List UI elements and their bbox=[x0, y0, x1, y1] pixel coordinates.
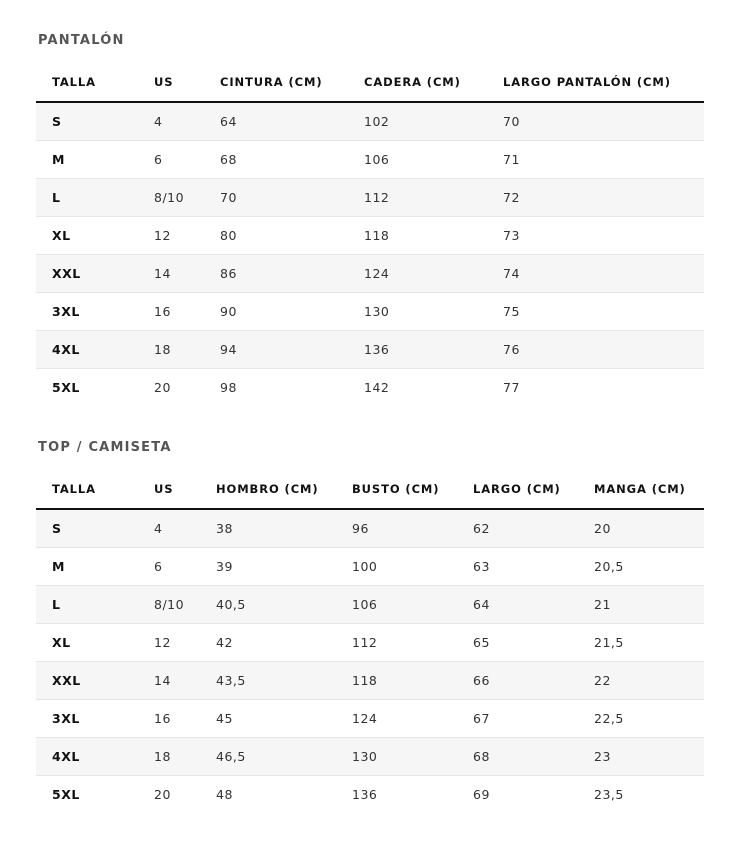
column-header: HOMBRO (CM) bbox=[200, 469, 336, 509]
table-row bbox=[36, 738, 704, 776]
table-cell: 80 bbox=[204, 217, 348, 255]
table-cell: 45 bbox=[200, 700, 336, 738]
top-title: TOP / CAMISETA bbox=[38, 440, 172, 455]
top-section bbox=[36, 406, 704, 813]
table-cell: 70 bbox=[487, 102, 704, 141]
size-cell: 4XL bbox=[36, 738, 138, 776]
table-cell: 16 bbox=[138, 293, 204, 331]
table-cell: 20 bbox=[154, 787, 171, 802]
table-cell: 20 bbox=[578, 509, 704, 548]
table-cell: 124 bbox=[336, 700, 457, 738]
table-row bbox=[36, 509, 704, 548]
table-cell: 38 bbox=[200, 509, 336, 548]
column-header: BUSTO (CM) bbox=[336, 469, 457, 509]
table-cell: 71 bbox=[487, 141, 704, 179]
table-cell: 75 bbox=[487, 293, 704, 331]
table-row bbox=[36, 141, 704, 179]
size-cell: S bbox=[36, 509, 138, 548]
table-cell: 20,5 bbox=[578, 548, 704, 586]
table-cell: 124 bbox=[348, 255, 487, 293]
size-cell: M bbox=[36, 141, 138, 179]
table-cell: 43,5 bbox=[200, 662, 336, 700]
table-row bbox=[36, 700, 704, 738]
table-cell: 4 bbox=[138, 102, 204, 141]
column-header: LARGO PANTALÓN (CM) bbox=[487, 62, 704, 102]
table-row bbox=[36, 217, 704, 255]
table-cell: 8/10 bbox=[138, 179, 204, 217]
table-cell: 14 bbox=[138, 255, 204, 293]
column-header: CADERA (CM) bbox=[348, 62, 487, 102]
table-cell: 8/10 bbox=[138, 586, 200, 624]
table-cell: 46,5 bbox=[200, 738, 336, 776]
table-cell: 130 bbox=[336, 738, 457, 776]
table-cell: 72 bbox=[487, 179, 704, 217]
table-cell: 40,5 bbox=[200, 586, 336, 624]
table-cell: 63 bbox=[457, 548, 578, 586]
table-cell: 12 bbox=[138, 624, 200, 662]
table-cell: 22 bbox=[578, 662, 704, 700]
table-cell: 65 bbox=[457, 624, 578, 662]
size-cell: M bbox=[36, 548, 138, 586]
size-cell: XL bbox=[36, 217, 138, 255]
table-cell: 39 bbox=[200, 548, 336, 586]
table-cell: 16 bbox=[138, 700, 200, 738]
table-cell: 23 bbox=[578, 738, 704, 776]
table-cell: 74 bbox=[487, 255, 704, 293]
table-cell: 18 bbox=[138, 331, 204, 369]
table-cell: 42 bbox=[200, 624, 336, 662]
size-cell: S bbox=[36, 102, 138, 141]
table-cell: 118 bbox=[336, 662, 457, 700]
table-cell: 22,5 bbox=[578, 700, 704, 738]
table-cell: 112 bbox=[348, 179, 487, 217]
table-cell: 12 bbox=[138, 217, 204, 255]
size-cell: XL bbox=[36, 624, 138, 662]
table-row bbox=[36, 624, 704, 662]
table-row bbox=[36, 293, 704, 331]
table-cell: 98 bbox=[220, 380, 237, 395]
table-cell: 64 bbox=[204, 102, 348, 141]
table-row bbox=[36, 586, 704, 624]
table-cell: 67 bbox=[457, 700, 578, 738]
column-header: TALLA bbox=[36, 469, 138, 509]
table-cell: 64 bbox=[457, 586, 578, 624]
size-cell: 4XL bbox=[36, 331, 138, 369]
table-cell: 69 bbox=[473, 787, 490, 802]
top-size-table bbox=[36, 469, 704, 813]
column-header: MANGA (CM) bbox=[578, 469, 704, 509]
table-header-row bbox=[36, 469, 704, 509]
column-header: US bbox=[138, 469, 200, 509]
table-cell: 130 bbox=[348, 293, 487, 331]
pantalon-size-table bbox=[36, 62, 704, 406]
table-cell: 76 bbox=[487, 331, 704, 369]
table-cell: 20 bbox=[154, 380, 171, 395]
table-cell: 136 bbox=[348, 331, 487, 369]
table-cell: 18 bbox=[138, 738, 200, 776]
table-row bbox=[36, 331, 704, 369]
table-row bbox=[36, 255, 704, 293]
table-cell: 6 bbox=[138, 141, 204, 179]
size-cell: 5XL bbox=[52, 380, 80, 395]
table-cell: 142 bbox=[364, 380, 390, 395]
table-cell: 96 bbox=[336, 509, 457, 548]
table-cell: 21 bbox=[578, 586, 704, 624]
table-row bbox=[36, 776, 704, 814]
column-header: TALLA bbox=[36, 62, 138, 102]
table-cell: 6 bbox=[138, 548, 200, 586]
table-cell: 118 bbox=[348, 217, 487, 255]
table-cell: 68 bbox=[204, 141, 348, 179]
size-cell: XXL bbox=[36, 662, 138, 700]
table-row bbox=[36, 548, 704, 586]
pantalon-title: PANTALÓN bbox=[38, 33, 125, 48]
table-cell: 106 bbox=[336, 586, 457, 624]
table-cell: 14 bbox=[138, 662, 200, 700]
size-cell: 3XL bbox=[36, 293, 138, 331]
table-cell: 23,5 bbox=[594, 787, 624, 802]
size-cell: L bbox=[36, 586, 138, 624]
column-header: CINTURA (CM) bbox=[204, 62, 348, 102]
table-header-row bbox=[36, 62, 704, 102]
table-cell: 21,5 bbox=[578, 624, 704, 662]
table-cell: 4 bbox=[138, 509, 200, 548]
table-cell: 73 bbox=[487, 217, 704, 255]
table-cell: 77 bbox=[503, 380, 520, 395]
table-row bbox=[36, 369, 704, 407]
table-cell: 86 bbox=[204, 255, 348, 293]
table-cell: 100 bbox=[336, 548, 457, 586]
pantalon-section bbox=[36, 0, 704, 406]
table-cell: 94 bbox=[204, 331, 348, 369]
table-cell: 66 bbox=[457, 662, 578, 700]
table-cell: 136 bbox=[352, 787, 378, 802]
table-cell: 102 bbox=[348, 102, 487, 141]
column-header: US bbox=[138, 62, 204, 102]
table-row bbox=[36, 102, 704, 141]
table-cell: 68 bbox=[457, 738, 578, 776]
table-cell: 112 bbox=[336, 624, 457, 662]
table-row bbox=[36, 662, 704, 700]
size-cell: L bbox=[36, 179, 138, 217]
size-cell: 5XL bbox=[52, 787, 80, 802]
table-cell: 90 bbox=[204, 293, 348, 331]
table-cell: 70 bbox=[204, 179, 348, 217]
table-cell: 62 bbox=[457, 509, 578, 548]
size-cell: 3XL bbox=[36, 700, 138, 738]
column-header: LARGO (CM) bbox=[457, 469, 578, 509]
table-cell: 48 bbox=[216, 787, 233, 802]
table-cell: 106 bbox=[348, 141, 487, 179]
size-cell: XXL bbox=[36, 255, 138, 293]
table-row bbox=[36, 179, 704, 217]
